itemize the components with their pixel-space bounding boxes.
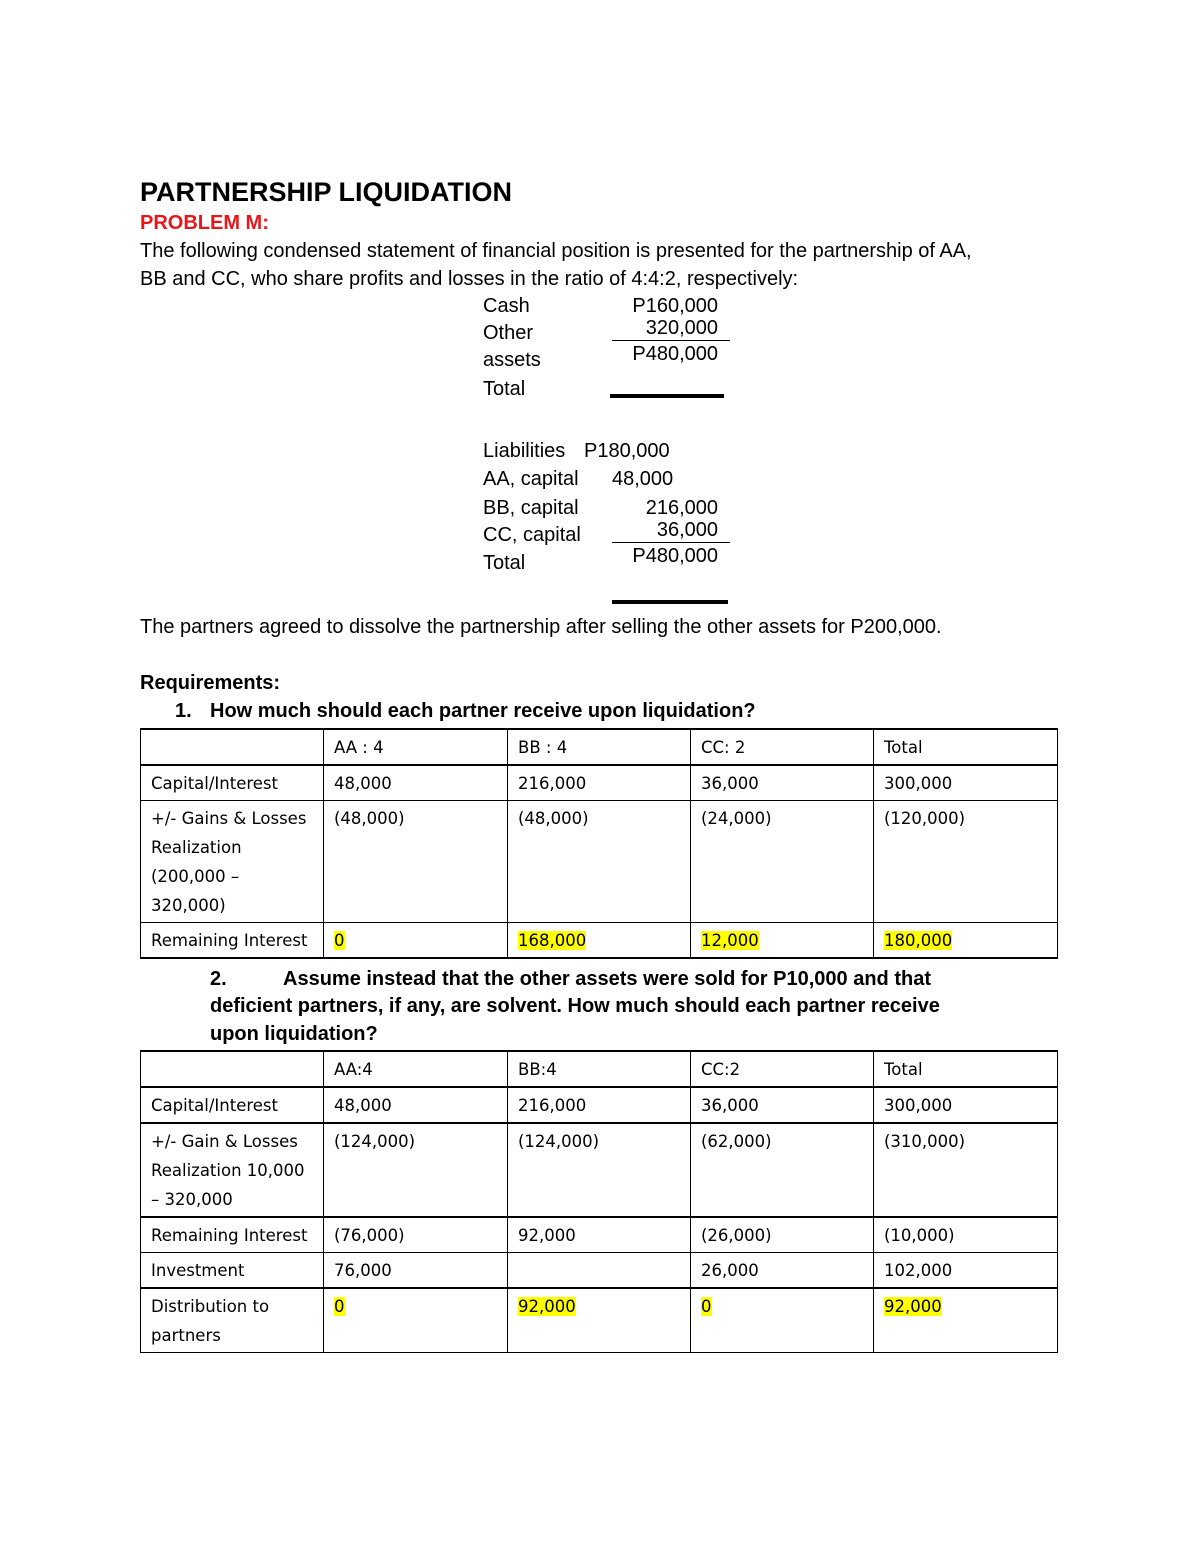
table-row [141,1217,1058,1253]
table-cell: (10,000) [874,1217,1058,1253]
intro-line-2: BB and CC, who share profits and losses in the ratio of 4:4:2, respectively: [140,268,799,290]
table-cell: 48,000 [324,765,508,801]
table-cell: (124,000) [508,1123,691,1217]
table-cell: (124,000) [324,1123,508,1217]
table-cell: 92,000 [508,1217,691,1253]
table-row [141,1288,1058,1353]
header-cell: AA:4 [324,1051,508,1087]
table-q2 [140,1050,1058,1353]
other-assets-label-2: assets [483,349,541,371]
table-cell [874,1288,1058,1353]
q1-text: How much should each partner receive upon liquidation? [210,700,756,722]
bb-capital-value: 216,000 [645,497,718,519]
table-cell: 216,000 [508,765,691,801]
table-cell: 76,000 [324,1253,508,1289]
problem-label: PROBLEM M: [140,212,269,234]
row-label: +/- Gain & Losses Realization 10,000 – 320,000 [141,1123,324,1217]
bb-capital-label: BB, capital [483,497,579,519]
row-label: Distribution to partners [141,1288,324,1353]
requirements-heading: Requirements: [140,672,281,694]
highlighted-value: 12,000 [701,931,759,950]
table-header-row [141,1051,1058,1087]
highlighted-value: 0 [334,931,345,950]
other-assets-value: 320,000 [645,317,718,339]
aa-capital-value: 48,000 [612,468,674,490]
header-cell: Total [874,729,1058,765]
cc-capital-value: 36,000 [656,519,718,541]
table-cell: (310,000) [874,1123,1058,1217]
table-cell [508,1253,691,1289]
table-cell: (24,000) [691,801,874,923]
cash-label: Cash [483,295,530,317]
assets-subtotal-rule [612,340,730,341]
table-cell: (48,000) [508,801,691,923]
row-label: +/- Gains & Losses Realization (200,000 – 320,000) [141,801,324,923]
table-cell: 26,000 [691,1253,874,1289]
table-cell: (62,000) [691,1123,874,1217]
cash-value: P160,000 [632,295,718,317]
row-label: Investment [141,1253,324,1289]
table-header-row [141,729,1058,765]
table-cell: (26,000) [691,1217,874,1253]
table-cell [691,923,874,959]
cc-capital-label: CC, capital [483,524,581,546]
header-cell [141,729,324,765]
assets-total-double-rule [610,394,724,398]
highlighted-value: 0 [334,1297,345,1316]
liabilities-label: Liabilities [483,440,566,462]
highlighted-value: 168,000 [518,931,587,950]
table-q1 [140,728,1058,959]
table-row [141,801,1058,923]
highlighted-value: 180,000 [884,931,953,950]
table-cell: (48,000) [324,801,508,923]
equities-total-label: Total [483,552,526,574]
header-cell: CC:2 [691,1051,874,1087]
highlighted-value: 92,000 [884,1297,942,1316]
dissolve-text: The partners agreed to dissolve the partnership after selling the other assets for P200,000. [140,616,942,638]
table-cell [874,923,1058,959]
table-cell: (76,000) [324,1217,508,1253]
page-title: PARTNERSHIP LIQUIDATION [140,177,513,207]
table-cell: 36,000 [691,765,874,801]
table-row [141,1123,1058,1217]
table-cell: 300,000 [874,765,1058,801]
intro-line-1: The following condensed statement of financial position is presented for the partnership of AA, [140,240,972,262]
table-row [141,1253,1058,1289]
table-cell: 36,000 [691,1087,874,1123]
table-cell [508,923,691,959]
table-row [141,1087,1058,1123]
other-assets-label-1: Other [483,322,534,344]
liabilities-value: P180,000 [584,440,670,462]
header-cell: Total [874,1051,1058,1087]
row-label: Remaining Interest [141,1217,324,1253]
row-label: Capital/Interest [141,765,324,801]
header-cell [141,1051,324,1087]
assets-total-value: P480,000 [632,343,718,365]
q2-line-2: deficient partners, if any, are solvent. How much should each partner receive [210,995,940,1017]
row-label: Capital/Interest [141,1087,324,1123]
table-cell: (120,000) [874,801,1058,923]
q2-number: 2. [210,968,227,990]
table-cell [508,1288,691,1353]
equities-total-value: P480,000 [632,545,718,567]
highlighted-value: 92,000 [518,1297,576,1316]
q2-line-1: Assume instead that the other assets were sold for P10,000 and that [283,968,931,990]
header-cell: AA : 4 [324,729,508,765]
table-cell [691,1288,874,1353]
aa-capital-label: AA, capital [483,468,579,490]
table-row [141,765,1058,801]
assets-total-label: Total [483,378,526,400]
table-cell [324,923,508,959]
table-cell: 102,000 [874,1253,1058,1289]
row-label: Remaining Interest [141,923,324,959]
q1-number: 1. [175,700,192,722]
header-cell: BB:4 [508,1051,691,1087]
table-row [141,923,1058,959]
table-cell [324,1288,508,1353]
table-cell: 300,000 [874,1087,1058,1123]
q2-line-3: upon liquidation? [210,1023,378,1045]
equities-total-double-rule [612,600,728,604]
table-cell: 48,000 [324,1087,508,1123]
header-cell: BB : 4 [508,729,691,765]
table-cell: 216,000 [508,1087,691,1123]
header-cell: CC: 2 [691,729,874,765]
highlighted-value: 0 [701,1297,712,1316]
equities-subtotal-rule [612,542,730,543]
